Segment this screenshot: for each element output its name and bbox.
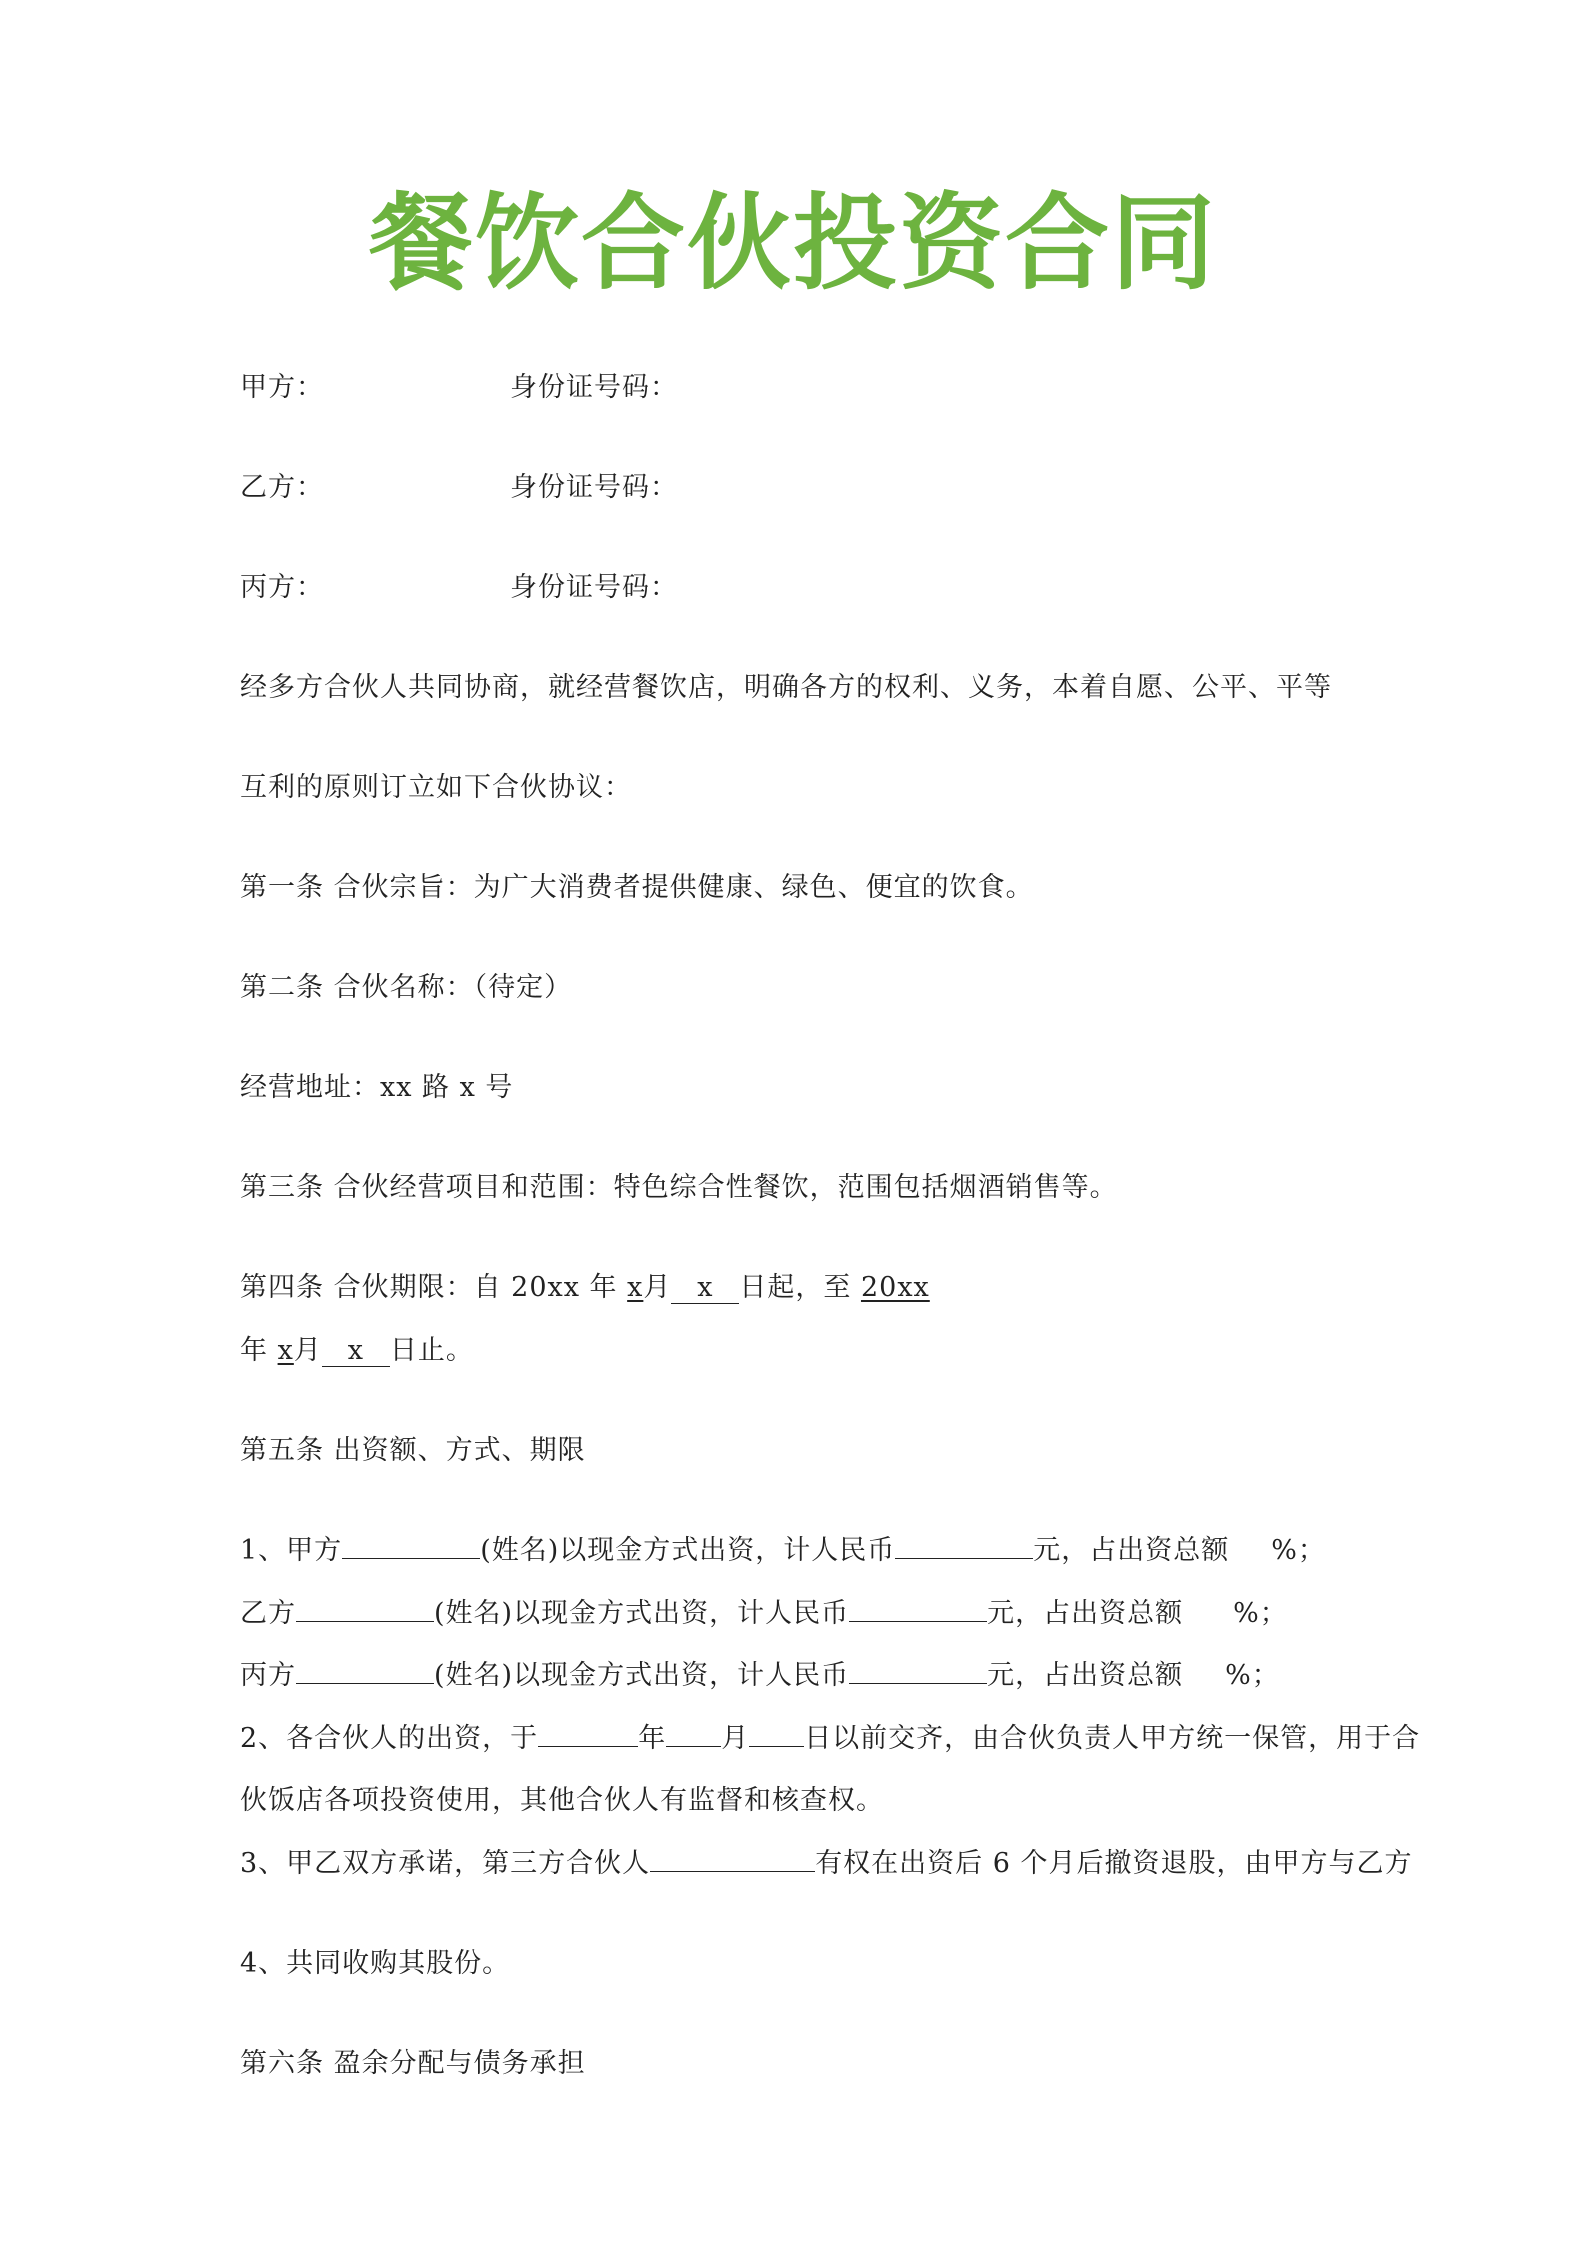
business-address: 经营地址：xx 路 x 号 <box>240 1072 514 1103</box>
contrib-a-yuan: 元，占出资总额 <box>1033 1535 1230 1566</box>
article-5: 第五条 出资额、方式、期限 <box>240 1435 586 1466</box>
party-a-id-label: 身份证号码： <box>510 372 678 403</box>
end-year-value: 20xx <box>860 1272 930 1303</box>
contrib-b-prefix: 乙方 <box>240 1598 296 1629</box>
contrib-c-amount-blank[interactable] <box>849 1683 987 1684</box>
item-2-month: 月 <box>721 1723 750 1754</box>
item-3-suffix: 有权在出资后 6 个月后撤资退股，由甲方与乙方 <box>815 1848 1413 1879</box>
item-2-year: 年 <box>638 1723 667 1754</box>
item-2-prefix: 2、各合伙人的出资，于 <box>240 1723 539 1754</box>
day-end-text: 日止。 <box>389 1335 474 1366</box>
contrib-c-suffix: (姓名)以现金方式出资，计人民币 <box>434 1660 850 1691</box>
start-day-value: x <box>671 1273 739 1304</box>
contrib-a-amount-blank[interactable] <box>895 1558 1033 1559</box>
article-4-line-2 <box>240 1333 474 1369</box>
contrib-a-pct: %； <box>1271 1535 1326 1566</box>
month-char: 月 <box>643 1272 672 1303</box>
day-from-text: 日起，至 <box>739 1272 861 1303</box>
contrib-a-prefix: 1、甲方 <box>240 1535 343 1566</box>
item-2-month-blank[interactable] <box>666 1746 721 1747</box>
article-1: 第一条 合伙宗旨：为广大消费者提供健康、绿色、便宜的饮食。 <box>240 872 1034 903</box>
contrib-b-name-blank[interactable] <box>296 1621 434 1622</box>
party-a-label: 甲方： <box>240 372 324 403</box>
contrib-item-3 <box>240 1846 1413 1882</box>
party-b-id-label: 身份证号码： <box>510 472 678 503</box>
item-2-year-blank[interactable] <box>538 1746 638 1747</box>
contrib-b-amount-blank[interactable] <box>849 1621 987 1622</box>
article-3: 第三条 合伙经营项目和范围：特色综合性餐饮，范围包括烟酒销售等。 <box>240 1172 1118 1203</box>
party-a-line <box>240 370 678 406</box>
month-char-2: 月 <box>293 1335 322 1366</box>
contrib-item-2-line-1 <box>240 1721 1420 1757</box>
contrib-b-pct: %； <box>1233 1598 1288 1629</box>
contrib-b-suffix: (姓名)以现金方式出资，计人民币 <box>434 1598 850 1629</box>
party-c-label: 丙方： <box>240 572 324 603</box>
end-day-value: x <box>322 1336 390 1367</box>
item-2-day-text: 日以前交齐，由合伙负责人甲方统一保管，用于合 <box>804 1723 1421 1754</box>
party-b-line <box>240 470 678 506</box>
start-month-value: x <box>627 1272 644 1303</box>
end-month-value: x <box>277 1335 294 1366</box>
contrib-row-a <box>240 1533 1326 1569</box>
contrib-item-2-line-2: 伙饭店各项投资使用，其他合伙人有监督和核查权。 <box>240 1785 884 1816</box>
party-b-label: 乙方： <box>240 472 324 503</box>
contrib-c-name-blank[interactable] <box>296 1683 434 1684</box>
contrib-a-name-blank[interactable] <box>342 1558 480 1559</box>
contrib-c-prefix: 丙方 <box>240 1660 296 1691</box>
item-3-prefix: 3、甲乙双方承诺，第三方合伙人 <box>240 1848 651 1879</box>
article-2: 第二条 合伙名称：（待定） <box>240 972 573 1003</box>
document-title: 餐饮合伙投资合同 <box>368 182 1217 304</box>
item-2-day-blank[interactable] <box>749 1746 804 1747</box>
intro-line-2: 互利的原则订立如下合伙协议： <box>240 772 632 803</box>
article-6: 第六条 盈余分配与债务承担 <box>240 2048 586 2079</box>
contrib-a-suffix: (姓名)以现金方式出资，计人民币 <box>480 1535 896 1566</box>
contrib-row-b <box>240 1596 1288 1632</box>
year-char: 年 <box>240 1335 278 1366</box>
party-c-line <box>240 570 678 606</box>
article-4-line-1 <box>240 1270 930 1306</box>
intro-line-1: 经多方合伙人共同协商，就经营餐饮店，明确各方的权利、义务，本着自愿、公平、平等 <box>240 672 1332 703</box>
party-c-id-label: 身份证号码： <box>510 572 678 603</box>
contrib-row-c <box>240 1658 1280 1694</box>
contrib-c-yuan: 元，占出资总额 <box>987 1660 1184 1691</box>
contrib-b-yuan: 元，占出资总额 <box>987 1598 1184 1629</box>
contrib-c-pct: %； <box>1225 1660 1280 1691</box>
item-3-partner-blank[interactable] <box>650 1871 815 1872</box>
contrib-item-4: 4、共同收购其股份。 <box>240 1948 511 1979</box>
article-4-prefix: 第四条 合伙期限：自 20xx 年 <box>240 1272 628 1303</box>
